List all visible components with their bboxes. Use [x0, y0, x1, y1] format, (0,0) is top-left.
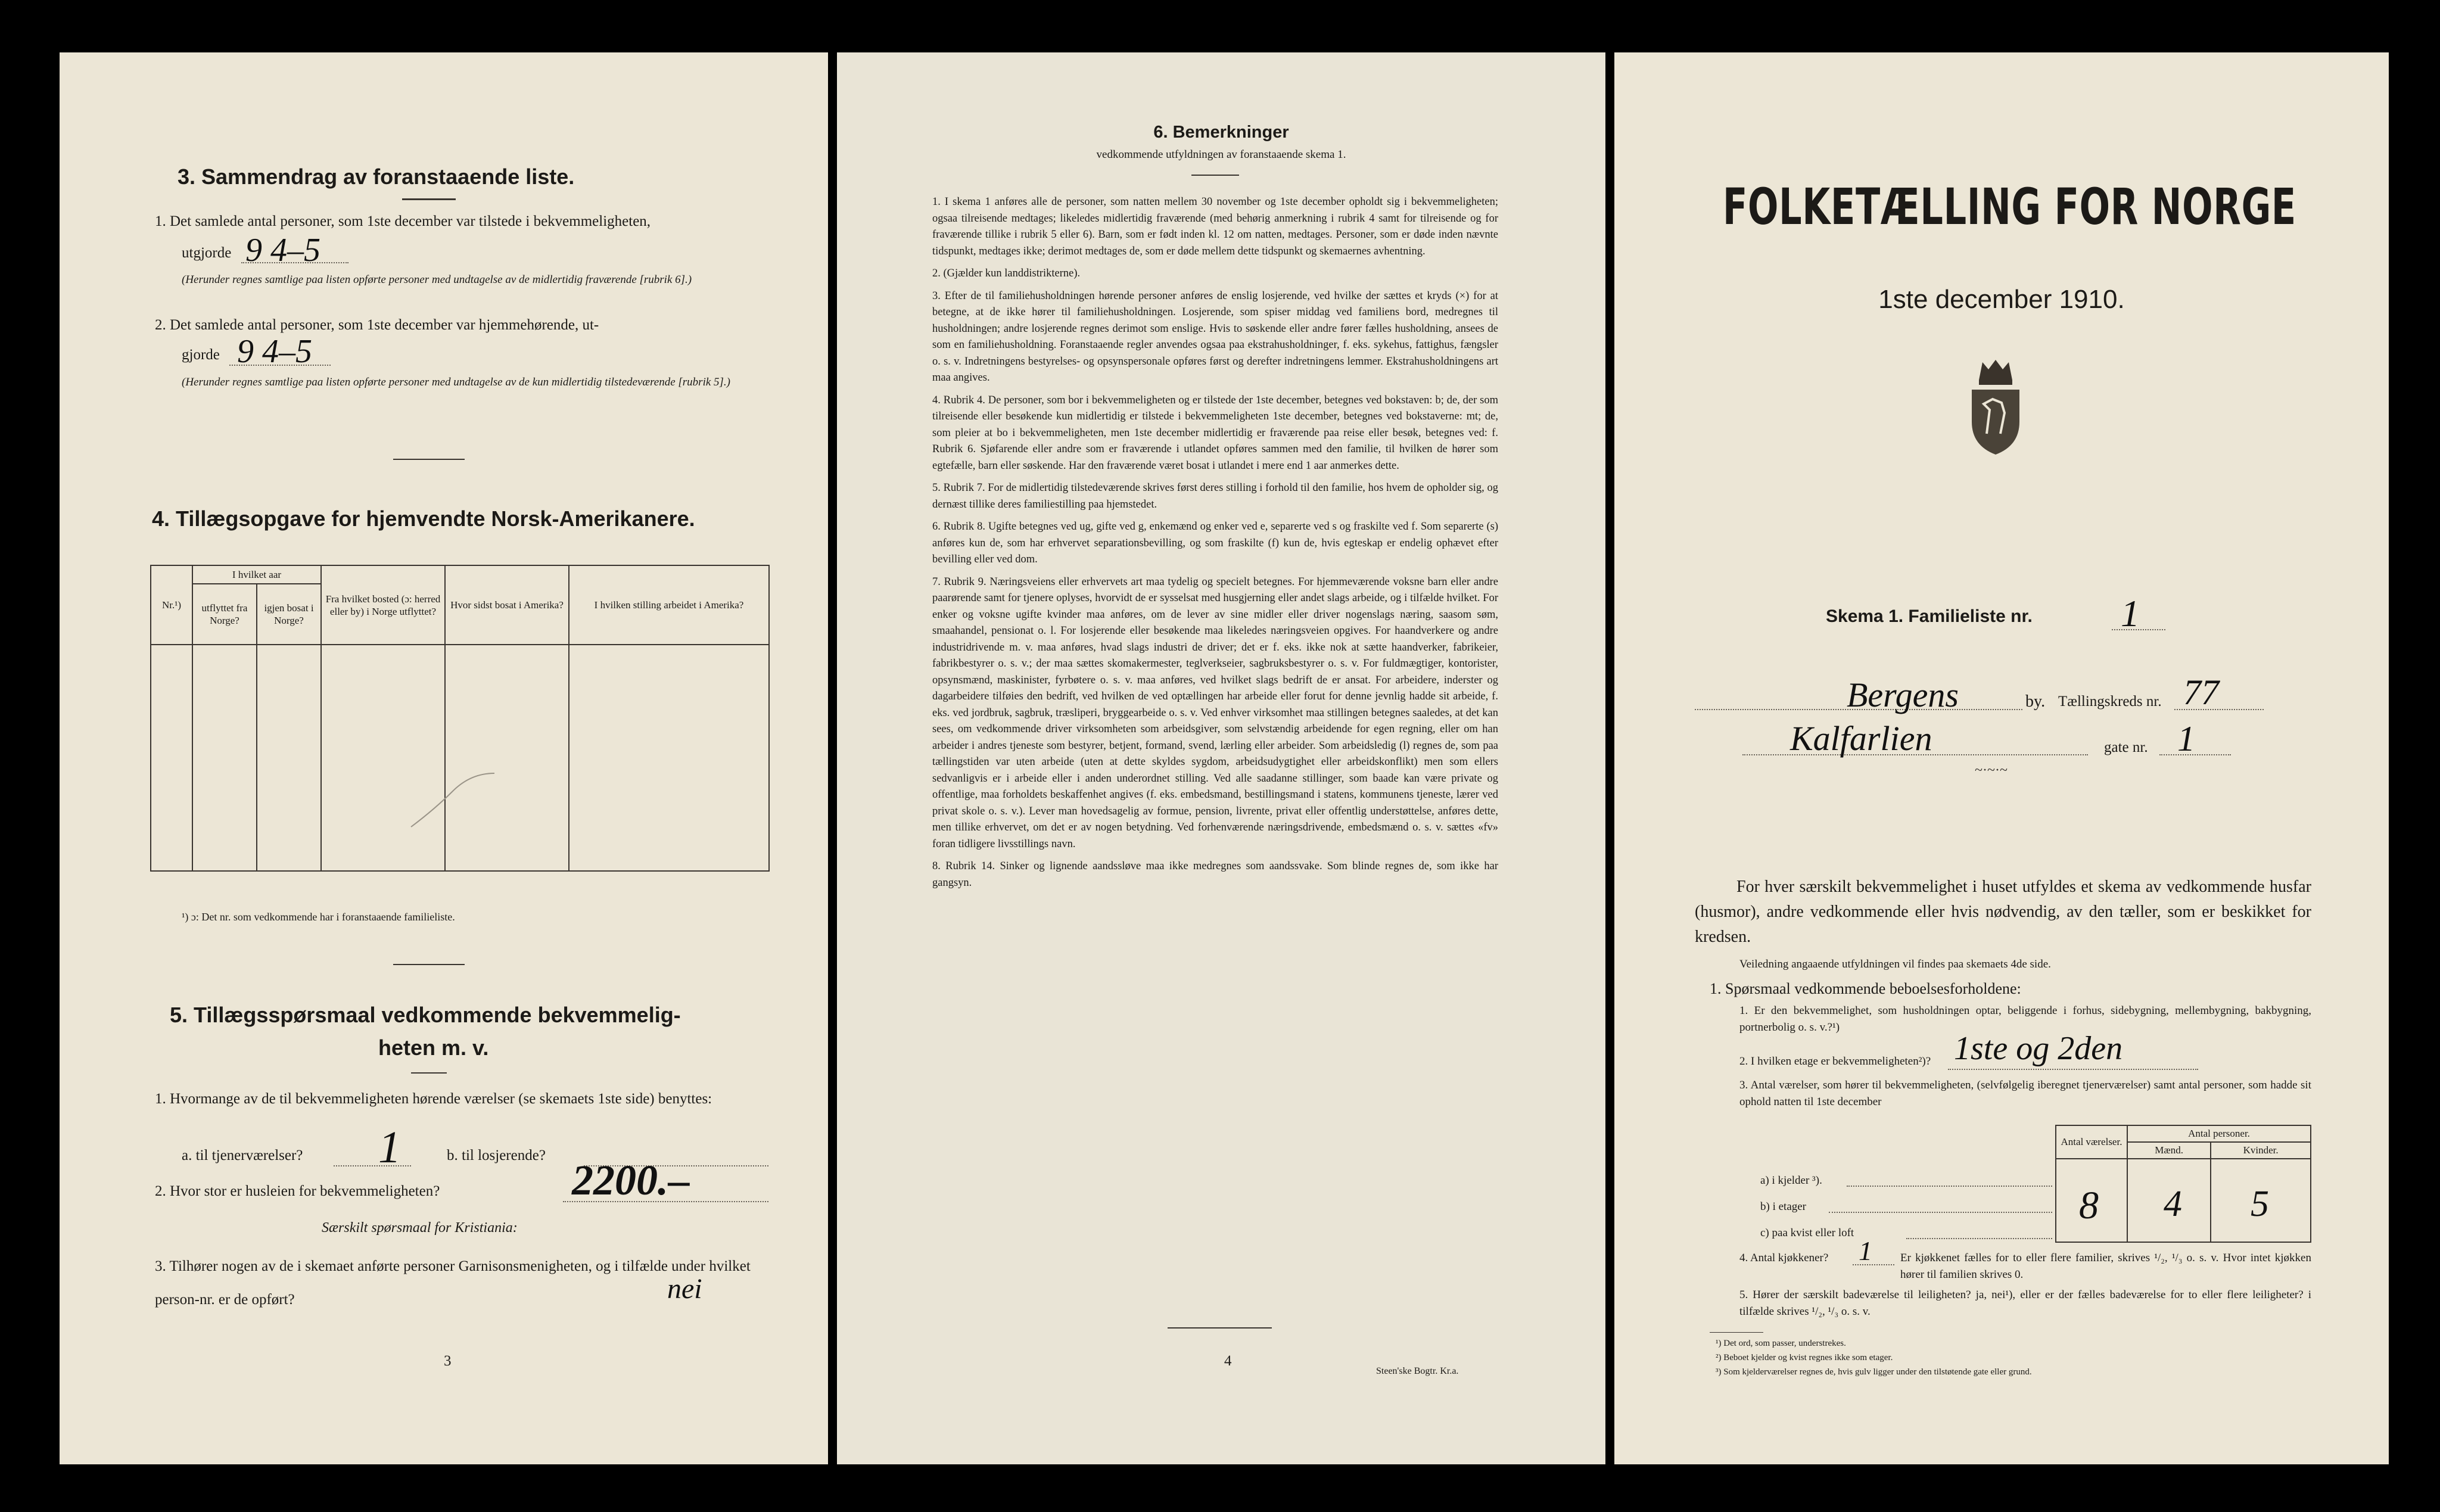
divider: [393, 459, 465, 460]
remark-item: 3. Efter de til familiehusholdningen hørende personer anføres de enslig losjerende, ved hvilke der sættes et kryds (×) for at betegne, at de ikke hører til familiehusholdningen. Losjerende, som spiser middag ved familiens bord, medregnes til husholdningen; andre losjerende regnes derimot som enslige. Hvis to søskende eller andre fører fælles husholdning, ansees de som en familiehusholdning. Foranstaaende regler anvendes ogsaa paa ekstrahusholdninger, f. eks. sykehus, fattighus, fængsler o. s. v. Indretningens bestyrelses- og opsynspersonale opføres først og derefter indretningens lemmer. Ekstrahusholdningens art maa angives.: [932, 290, 1498, 384]
ornament-divider: ~·~·~: [1975, 763, 2008, 778]
col-last-residence: Hvor sidst bosat i Amerika?: [445, 565, 569, 645]
page-4: [837, 52, 1605, 1464]
table-row: [151, 645, 769, 677]
s3-q2-note: (Herunder regnes samtlige paa listen opførte personer med undtagelse av de kun midlertidig tilstedeværende [rubrik 5].): [182, 376, 730, 388]
skema-label: Skema 1. Familieliste nr.: [1826, 606, 2033, 626]
kitchen-count: 1: [1859, 1236, 1872, 1266]
col-returned: igjen bosat i Norge?: [257, 584, 321, 645]
s5-q2-answer: 2200.–: [572, 1156, 690, 1204]
divider: [1168, 1327, 1272, 1329]
s5-q1b: b. til losjerende?: [447, 1147, 546, 1163]
col-men: Mænd.: [2127, 1142, 2211, 1159]
col-from-place: Fra hvilket bosted (ɔ: herred eller by) i Norge utflyttet?: [321, 565, 445, 645]
etage-answer: 1ste og 2den: [1954, 1030, 2123, 1067]
remark-item: 7. Rubrik 9. Næringsveiens eller erhvervets art maa tydelig og specielt betegnes. For hjemmeværende voksne barn eller andre paarørende samt for tjenere oplyses, hvorvidt de er sysselsat med husgjerning eller andet slags arbeide, og i tilfælde hvilket. For enker og voksne ugifte kvinder maa anføres, om de lever av sine midler eller driver nogenslags næring, saasom søm, smaahandel, pensionat o. l. For losjerende eller besøkende maa likeledes næringsveien opgives. For haandverkere og andre industridrivende m. v. maa anføres, hvad slags industri de driver; det er f. eks. ikke nok at sætte haandverker, fabrikeier, fabrikbestyrer o. s. v.; der maa sættes skomakermester, teglverkseier, sagbruksbestyrer o. s. v. For fuldmægtiger, kontorister, opsynsmænd, maskinister, fyrbøtere o. s. v. maa anføres, ved hvilket slags bedrift de er ansat. For arbeidere, inderster og dagarbeidere tilføies den bedrift, ved hvilken de ved optællingen har arbeide eller forut for denne jevnlig hadde sit arbeide, f. eks. ved jordbruk, sagbruk, træsliperi, bryggearbeide o. s. v. Ved enhver virksomhet maa stillingen betegnes saaledes, at det kan sees, om vedkommende driver virksomheten som arbeidsgiver, som selvstændig arbeidende for egen regning, eller om han arbeider i andres tjeneste som bestyrer, betjent, formand, svend, lærling eller arbeider. Som arbeidsledig (l) regnes de, som paa tællingstiden var uten arbeide (uten at dette skyldes sygdom, arbeidsudygtighet eller arbeidskonflikt) men som ellers sedvanligvis er i arbeide eller i anden underordnet stilling. Ved alle saadanne stillinger, som baade kan være private og offentlige, maa forholdets beskaffenhet angives (f. eks. embedsmand, bestillingsmand i statens, kommunens tjeneste, lærer ved privat skole o. s. v.). Lever man hovedsagelig av formue, pension, livrente, privat eller offentlig understøttelse, anføres dette, men tillike erhvervet, om det er av nogen betydning. Ved forhenværende næringsdrivende, embedsmænd o. s. v. sættes «fv» foran tidligere livsstillings navn.: [932, 575, 1498, 850]
street-name: Kalfarlien: [1790, 719, 1932, 758]
row-etager-line: [1829, 1212, 2052, 1213]
remark-item: 2. (Gjælder kun landdistrikterne).: [932, 267, 1081, 279]
s3-question-2: 2. Det samlede antal personer, som 1ste december var hjemmehørende, ut-: [155, 317, 599, 333]
col-year-group: I hvilket aar: [192, 565, 321, 584]
page-number: 4: [1224, 1353, 1232, 1369]
coat-of-arms-icon: [1960, 356, 2031, 458]
page-1: [1614, 52, 2389, 1464]
col-persons: Antal personer.: [2127, 1125, 2311, 1142]
kreds-number: 77: [2183, 673, 2219, 712]
page-3: [60, 52, 828, 1464]
divider: [393, 964, 465, 965]
footnote-1: ¹) Det ord, som passer, understrekes.: [1716, 1339, 1846, 1348]
s5-question-1: 1. Hvormange av de til bekvemmeligheten hørende værelser (se skemaets 1ste side) benyttes:: [155, 1091, 712, 1107]
remark-item: 8. Rubrik 14. Sinker og lignende aandssløve maa ikke medregnes som aandssvake. Som blinde regnes de, som ikke har gangsyn.: [932, 860, 1498, 889]
remark-item: 1. I skema 1 anføres alle de personer, som natten mellem 30 november og 1ste december opholdt sig i bekvemmeligheten; ogsaa tilreisende medtages; likeledes midlertidig fraværende (med behørig anmerkning i rubrik 4 samt for tilreisende og for fraværende tillike i rubrik 5 eller 6). Barn, som er født inden kl. 12 om natten, medtages. Personer, som er døde inden nævnte tidspunkt, medtages ikke; derimot medtages de, som er døde mellem dette tidspunkt og skemaernes avhentning.: [932, 196, 1498, 257]
section-4-title: 4. Tillægsopgave for hjemvendte Norsk-Amerikanere.: [152, 506, 695, 531]
women-count: 5: [2251, 1184, 2269, 1224]
s3-q2-lead: gjorde: [182, 347, 220, 363]
row-kvist: c) paa kvist eller loft: [1760, 1227, 1854, 1239]
footnote-2: ²) Beboet kjelder og kvist regnes ikke som etager.: [1716, 1353, 1893, 1362]
census-date: 1ste december 1910.: [1878, 285, 2125, 314]
p1-question-5: 5. Hører der særskilt badeværelse til leiligheten? ja, nei¹), eller er der fælles badeværelse for to eller flere leiligheter? i tilfælde skrives ¹/₂, ¹/₃ o. s. v.: [1739, 1289, 2311, 1318]
remark-item: 5. Rubrik 7. For de midlertidig tilstedeværende skrives først deres stilling i forhold til den familie, hos hvem de opholder sig, og dernæst tillike deres familiestilling paa hjemstedet.: [932, 482, 1498, 511]
page-number: 3: [444, 1353, 452, 1369]
intro-text: For hver særskilt bekvemmelighet i huset utfyldes et skema av vedkommende husfar (husmor), andre vedkommende eller hvis nødvendig, av den tæller, som er beskikket for kredsen.: [1695, 878, 2311, 946]
remarks-title: 6. Bemerkninger: [1153, 123, 1289, 142]
remark-item: 6. Rubrik 8. Ugifte betegnes ved ug, gifte ved g, enkemænd og enker ved e, separerte ved s og fraskilte ved f. Som separerte (s) anføres kun de, som har erhvervet separationsbevilling, og som fraskilte (f) kun de, hvis egteskap er endelig ophævet efter bevilling eller ved dom.: [932, 521, 1498, 565]
table-row: [151, 677, 769, 710]
footnote-3: ³) Som kjelderværelser regnes de, hvis gulv ligger under den tilstøtende gate eller grund.: [1716, 1367, 2032, 1377]
row-kjelder: a) i kjelder ³).: [1760, 1174, 1822, 1187]
s3-question-1: 1. Det samlede antal personer, som 1ste december var tilstede i bekvemmeligheten,: [155, 213, 651, 229]
census-title: FOLKETÆLLING FOR NORGE: [1723, 178, 2296, 236]
col-emigrated: utflyttet fra Norge?: [192, 584, 257, 645]
gate-no-line: [2159, 754, 2231, 755]
col-rooms: Antal værelser.: [2056, 1125, 2127, 1159]
table-row: [151, 838, 769, 871]
col-women: Kvinder.: [2211, 1142, 2311, 1159]
divider: [411, 1072, 447, 1074]
s5-question-3: 3. Tilhører nogen av de i skemaet anførte personer Garnisonsmenigheten, og i tilfælde under hvilket person-nr. er de opført?: [155, 1258, 751, 1308]
remark-item: 4. Rubrik 4. De personer, som bor i bekvemmeligheten og er tilstede der 1ste december, betegnes ved bokstaven: b; de, der som tilreisende eller besøkende kun midlertidig er tilstede i bekvemmeligheten 1ste december, betegnes ved bokstaverne: mt; de, som pleier at bo i bekvemmeligheten, men 1ste december midlertidig er fraværende paa reise eller besøk, betegnes ved: f. Rubrik 6. Sjøfarende eller andre som er fraværende i utlandet opføres sammen med den familie, til hvilken de hører som egtefælle, barn eller søskende. Har den fraværende været bosat i utlandet i mere end 1 aar anmerkes dette.: [932, 394, 1498, 472]
s5-q3-answer: nei: [667, 1273, 702, 1305]
s5-q1a-answer: 1: [378, 1122, 401, 1172]
p1-question-2: 2. I hvilken etage er bekvemmeligheten²)?: [1739, 1055, 1931, 1068]
s5-q1a: a. til tjenerværelser?: [182, 1147, 303, 1163]
s3-q1-answer: 9 4–5: [245, 232, 320, 269]
gate-number: 1: [2177, 719, 2195, 758]
s3-q1-note: (Herunder regnes samtlige paa listen opførte personer med undtagelse av de midlertidig fraværende [rubrik 6].): [182, 273, 692, 286]
section-5-title-line2: heten m. v.: [378, 1035, 489, 1060]
p1-question-1: 1. Er den bekvemmelighet, som husholdningen optar, beliggende i forhus, sidebygning, mellembygning, bakbygning, portnerbolig o. s. v.?¹): [1739, 1004, 2311, 1034]
section-3-title: 3. Sammendrag av foranstaaende liste.: [178, 164, 575, 189]
table-row: [151, 710, 769, 742]
p1-question-4: 4. Antal kjøkkener?: [1739, 1252, 1829, 1264]
divider: [1191, 175, 1239, 176]
row-etager: b) i etager: [1760, 1200, 1807, 1213]
s5-special-heading: Særskilt spørsmaal for Kristiania:: [322, 1220, 518, 1236]
s5-question-2: 2. Hvor stor er husleien for bekvemmeligheten?: [155, 1183, 440, 1199]
section-5-title-line1: 5. Tillægsspørsmaal vedkommende bekvemmelig-: [170, 1003, 681, 1027]
row-kvist-line: [1906, 1238, 2052, 1239]
p1-question-3: 3. Antal værelser, som hører til bekvemmeligheten, (selvfølgelig iberegnet tjenerværelser) samt antal personer, som hadde sit ophold natten til 1ste december: [1739, 1079, 2311, 1108]
col-nr: Nr.¹): [151, 565, 192, 645]
men-count: 4: [2164, 1184, 2182, 1224]
remarks-list: [932, 194, 1498, 897]
s3-q2-answer: 9 4–5: [237, 333, 312, 370]
section-1-heading: 1. Spørsmaal vedkommende beboelsesforholdene:: [1710, 980, 2021, 997]
guide-text: Veiledning angaaende utfyldningen vil findes paa skemaets 4de side.: [1739, 958, 2051, 970]
pencil-mark: [405, 767, 500, 839]
row-kjelder-line: [1847, 1186, 2052, 1187]
q2-line: [1948, 1069, 2198, 1070]
s4-footnote: ¹) ɔ: Det nr. som vedkommende har i foranstaaende familieliste.: [182, 911, 455, 923]
printer-imprint: Steen'ske Bogtr. Kr.a.: [1376, 1366, 1459, 1376]
kreds-label: Tællingskreds nr.: [2058, 693, 2162, 710]
rooms-count: 8: [2079, 1184, 2099, 1227]
p1-question-4-detail: Er kjøkkenet fælles for to eller flere familier, skrives ¹/₂, ¹/₃ o. s. v. Hvor intet kjøkken hører til familien skrives 0.: [1900, 1252, 2311, 1281]
by-label: by.: [2025, 692, 2046, 711]
s3-q1-lead: utgjorde: [182, 245, 232, 261]
familieliste-number: 1: [2121, 592, 2140, 634]
gate-label: gate nr.: [2104, 739, 2148, 755]
divider: [402, 198, 456, 200]
city-name: Bergens: [1847, 676, 1959, 714]
divider: [1710, 1332, 1763, 1333]
remarks-subtitle: vedkommende utfyldningen av foranstaaende skema 1.: [1096, 148, 1346, 161]
col-position: I hvilken stilling arbeidet i Amerika?: [569, 565, 769, 645]
